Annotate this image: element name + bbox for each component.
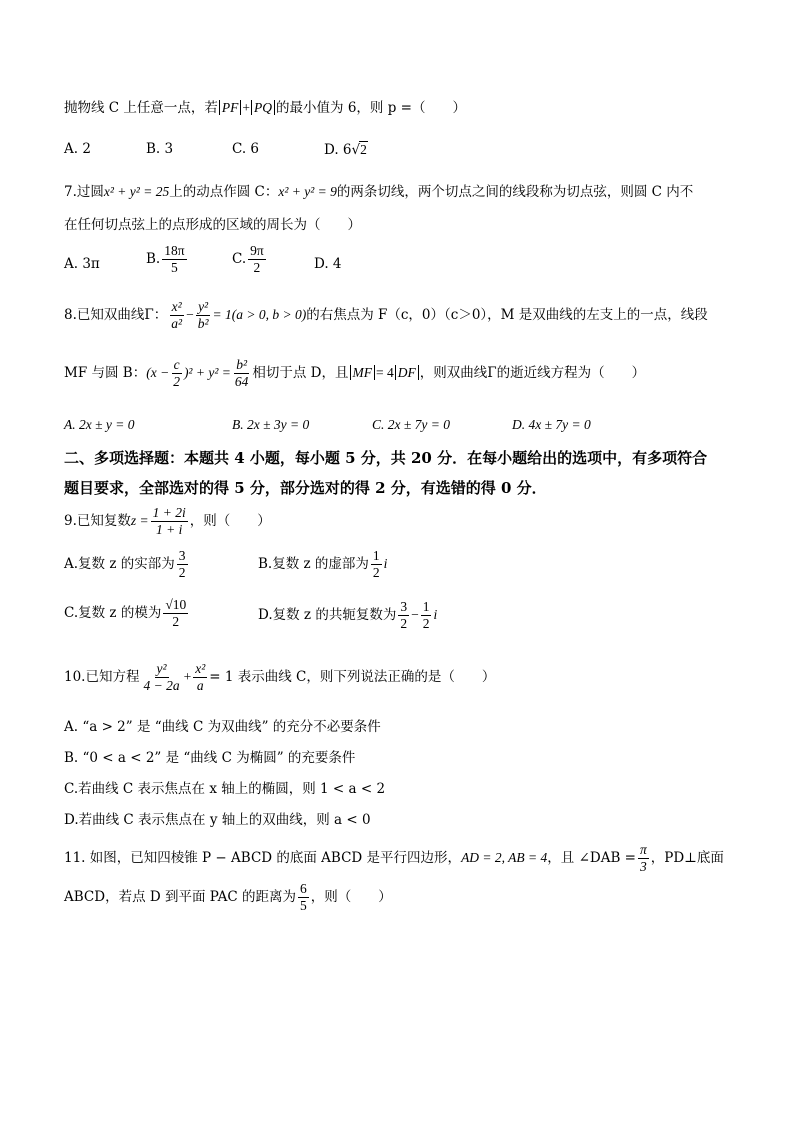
q8-frac-c-num: c <box>172 358 182 374</box>
q9-stem <box>64 506 271 537</box>
q11-frac-pi-den: 3 <box>639 859 647 875</box>
q7-option-a: A. 3π <box>64 256 100 272</box>
q8-option-a: A. 2x ± y = 0 <box>64 417 135 432</box>
q8-eq4: = 4 <box>376 365 394 381</box>
q10-frac-x-num: x² <box>193 662 207 678</box>
q11-line2-post: ，则（ ） <box>310 889 392 906</box>
q8-pre: 8.已知双曲线Γ： <box>64 307 168 324</box>
q8-frac-c <box>171 358 182 389</box>
q10-frac-y <box>141 662 181 693</box>
q9-frac-num: 1 + 2i <box>151 506 188 522</box>
q10-option-b: B. “0 < a < 2” 是 “曲线 C 为椭圆” 的充要条件 <box>64 750 356 766</box>
q9-option-c-num: √10 <box>163 598 188 614</box>
q6-plus: + <box>242 100 251 115</box>
q11-eq1: AD = 2, AB = 4 <box>461 850 548 866</box>
q7-option-c-num: 9π <box>248 244 266 260</box>
q6-stem-post: 的最小值为 6，则 p =（ ） <box>276 100 466 116</box>
q7-option-c <box>232 244 268 275</box>
q6-option-d <box>324 143 368 158</box>
q6-sqrt-sign: √ <box>351 142 361 158</box>
q8-minus: − <box>186 307 194 323</box>
q8-paren-l: (x − <box>146 365 170 381</box>
q10-option-d: D.若曲线 C 表示焦点在 y 轴上的双曲线，则 a < 0 <box>64 812 371 828</box>
q8-line2-post: ，则双曲线Γ的逝近线方程为（ ） <box>419 365 646 382</box>
q8-eq-tail: = 1(a > 0, b > 0) <box>212 307 307 323</box>
q9-option-d-pre: D.复数 z 的共轭复数为 <box>258 607 397 624</box>
q9-option-b-num: 1 <box>371 549 382 565</box>
q9-option-c-pre: C.复数 z 的模为 <box>64 605 162 622</box>
q8-frac-y-den: b² <box>197 316 209 332</box>
q9-option-d <box>258 600 437 631</box>
q9-option-b-pre: B.复数 z 的虚部为 <box>258 556 369 573</box>
q8-frac-b <box>233 358 251 389</box>
section2-heading-line1: 二、多项选择题：本题共 4 小题，每小题 5 分，共 20 分．在每小题给出的选项中，有多项符合 <box>64 449 708 467</box>
q11-stem-line2 <box>64 882 392 913</box>
q9-pre: 9.已知复数 <box>64 513 131 530</box>
q10-frac-y-num: y² <box>155 662 169 678</box>
q8-frac-x-num: x² <box>170 300 184 316</box>
q7-mid: 上的动点作圆 C： <box>169 184 279 200</box>
q9-z-eq: z = <box>130 513 149 529</box>
q11-frac-dist-den: 5 <box>300 898 307 914</box>
q11-frac-pi-num: π <box>638 843 649 859</box>
q9-option-a-den: 2 <box>178 565 186 581</box>
q6-sqrt-radicand: 2 <box>360 142 367 157</box>
section2-heading-line2: 题目要求，全部选对的得 5 分，部分选对的得 2 分，有选错的得 0 分． <box>64 479 547 497</box>
q9-option-b-frac <box>371 549 382 580</box>
q10-option-a: A. “a > 2” 是 “曲线 C 为双曲线” 的充分不必要条件 <box>64 719 381 735</box>
q7-option-c-den: 2 <box>253 260 261 276</box>
q7-option-c-pre: C. <box>232 251 247 268</box>
q9-option-d-i: i <box>433 607 438 623</box>
q9-option-d-frac1 <box>398 600 409 631</box>
q7-option-d: D. 4 <box>314 256 342 272</box>
q6-option-d-pre: D. 6 <box>324 142 352 158</box>
q7-eq2: x² + y² = 9 <box>278 184 337 199</box>
q8-frac-x <box>169 300 184 331</box>
q7-stem-line1 <box>64 185 693 200</box>
q10-frac-y-den: 4 − 2a <box>143 678 180 694</box>
q7-pre: 7.过圆 <box>64 184 104 200</box>
q9-option-c-frac <box>163 598 188 629</box>
q10-stem <box>64 662 495 693</box>
q8-frac-b-den: 64 <box>234 374 249 390</box>
q7-option-b-num: 18π <box>162 244 186 260</box>
q8-option-d: D. 4x ± 7y = 0 <box>512 417 591 432</box>
q7-option-c-frac <box>248 244 266 275</box>
q8-frac-c-den: 2 <box>173 374 180 390</box>
q9-option-d-d1: 2 <box>400 616 408 632</box>
q8-paren-r: )² + y² = <box>183 365 231 381</box>
q9-option-b <box>258 549 387 580</box>
q9-option-a-pre: A.复数 z 的实部为 <box>64 556 175 573</box>
q6-stem <box>64 101 466 116</box>
q11-frac-pi <box>638 843 649 874</box>
q11-post: ，PD⊥底面 <box>650 850 724 867</box>
q11-frac-dist-num: 6 <box>298 882 309 898</box>
q8-frac-y-num: y² <box>196 300 210 316</box>
q9-option-a-frac <box>177 549 188 580</box>
q9-option-b-den: 2 <box>372 565 380 581</box>
q9-frac-den: 1 + i <box>156 522 183 538</box>
q8-post: 的右焦点为 F（c，0）（c＞0），M 是双曲线的左支上的一点，线段 <box>306 307 708 324</box>
q8-abs-df: DF <box>395 365 419 380</box>
q6-abs-pq: PQ <box>251 100 275 115</box>
q8-line2-mid: 相切于点 D，且 <box>252 365 349 382</box>
q11-pre: 11. 如图，已知四棱锥 P − ABCD 的底面 ABCD 是平行四边形， <box>64 850 462 867</box>
q6-option-a: A. 2 <box>64 141 91 157</box>
q8-option-c: C. 2x ± 7y = 0 <box>372 417 451 432</box>
q6-abs-pf: PF <box>219 100 242 115</box>
q9-option-d-d2: 2 <box>422 616 430 632</box>
q11-stem-line1 <box>64 843 724 874</box>
q6-option-b: B. 3 <box>146 141 174 157</box>
q7-eq1: x² + y² = 25 <box>103 184 170 199</box>
q7-post: 的两条切线，两个切点之间的线段称为切点弦，则圆 C 内不 <box>336 184 694 200</box>
q8-frac-x-den: a² <box>171 316 183 332</box>
q9-option-d-frac2 <box>421 600 432 631</box>
q9-post: ，则（ ） <box>189 513 271 530</box>
q11-mid: ，且 ∠DAB = <box>547 850 636 867</box>
q10-frac-x <box>193 662 207 693</box>
q8-abs-mf: MF <box>350 365 376 380</box>
q6-stem-pre: 抛物线 C 上任意一点，若 <box>64 100 218 116</box>
q10-frac-x-den: a <box>196 678 204 694</box>
q7-option-b <box>146 244 189 275</box>
q8-frac-y <box>196 300 211 331</box>
q11-line2-pre: ABCD，若点 D 到平面 PAC 的距离为 <box>64 889 296 906</box>
q9-option-a-num: 3 <box>177 549 188 565</box>
q9-option-d-n2: 1 <box>421 600 432 616</box>
q9-option-b-i: i <box>383 556 388 572</box>
q9-option-d-minus: − <box>411 607 419 623</box>
q10-pre: 10.已知方程 <box>64 669 140 686</box>
q6-option-c: C. 6 <box>232 141 260 157</box>
q10-post: = 1 表示曲线 C，则下列说法正确的是（ ） <box>209 669 496 686</box>
q8-line2-pre: MF 与圆 B： <box>64 365 147 382</box>
q7-option-b-pre: B. <box>146 251 161 268</box>
q7-option-b-frac <box>162 244 186 275</box>
q11-frac-dist <box>298 882 309 913</box>
q9-option-a <box>64 549 190 580</box>
q8-frac-b-num: b² <box>234 358 249 374</box>
q8-stem-line1 <box>64 300 708 331</box>
q9-frac <box>151 506 188 537</box>
q10-option-c: C.若曲线 C 表示焦点在 x 轴上的椭圆，则 1 < a < 2 <box>64 781 386 797</box>
q7-option-b-den: 5 <box>171 260 178 276</box>
q9-option-c <box>64 598 190 629</box>
q10-plus: + <box>183 669 192 685</box>
q8-option-b: B. 2x ± 3y = 0 <box>232 417 310 432</box>
q7-stem-line2: 在任何切点弦上的点形成的区域的周长为（ ） <box>64 217 361 233</box>
q9-option-d-n1: 3 <box>398 600 409 616</box>
q9-option-c-den: 2 <box>172 614 180 630</box>
q8-stem-line2 <box>64 358 645 389</box>
